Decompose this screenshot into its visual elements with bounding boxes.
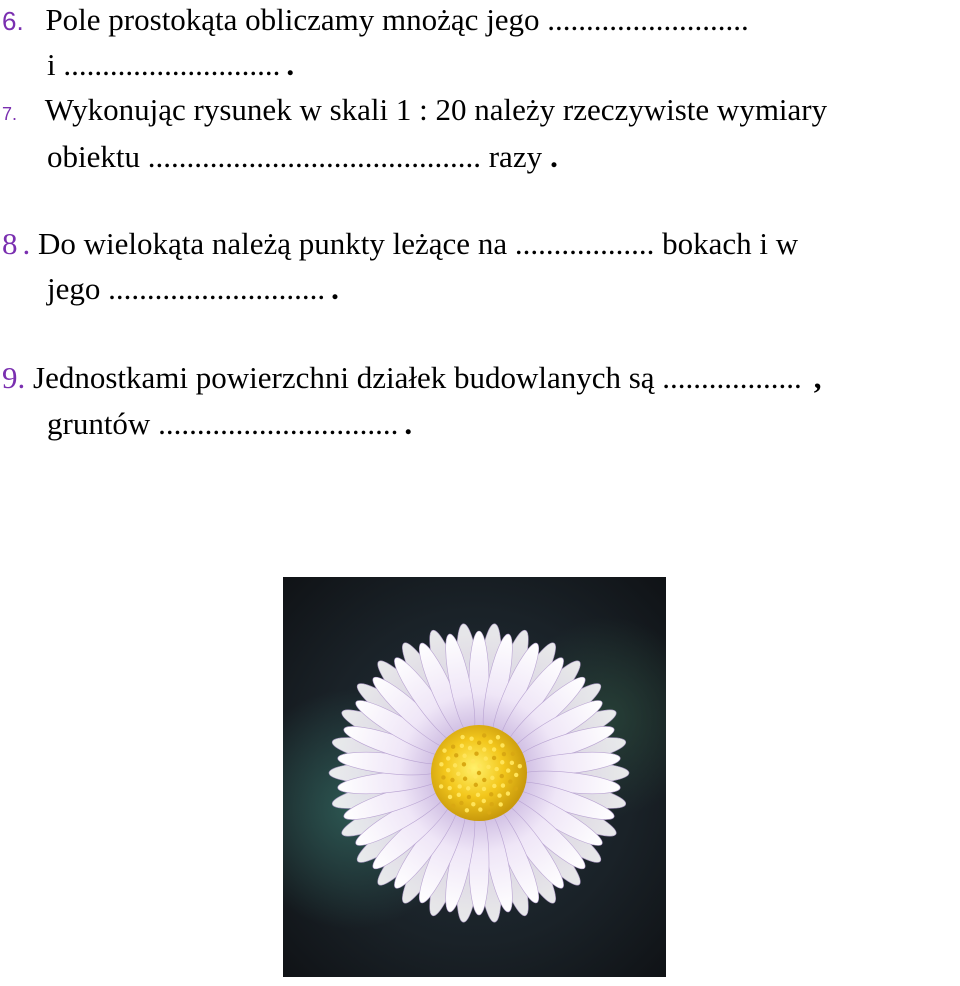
flower-center-dot — [482, 799, 486, 803]
flower-center-dot — [450, 778, 454, 782]
question-9-end-1: , — [813, 360, 822, 395]
flower-center-dot — [492, 756, 496, 760]
question-8-end: . — [331, 271, 339, 306]
flower-center-dot — [513, 786, 517, 790]
flower-center-dot — [487, 810, 491, 814]
question-7-text: Wykonując rysunek w skali 1 : 20 należy rzeczywiste wymiary — [44, 92, 828, 127]
flower-center-dot — [446, 768, 450, 772]
flower-center-dot — [500, 774, 504, 778]
question-8-line-2 — [47, 271, 339, 307]
question-7-blank: obiektu ........................................... razy — [47, 139, 543, 174]
flower-center-dot — [477, 741, 481, 745]
flower-center-dot — [448, 786, 452, 790]
flower-center-dot — [448, 795, 452, 799]
flower-center-dot — [462, 762, 466, 766]
flower-center-dot — [453, 763, 457, 767]
flower-center-dot — [496, 735, 500, 739]
question-7-number: 7. — [2, 104, 18, 124]
question-9-end-2: . — [404, 406, 413, 441]
flower-center-dot — [497, 793, 501, 797]
flower-center-dot — [469, 736, 473, 740]
flower-center-dot — [457, 793, 461, 797]
question-6-blank: i ............................ — [47, 47, 281, 82]
question-8-text: Do wielokąta należą punkty leżące na .................. bokach i w — [38, 226, 799, 261]
question-6-text: Pole prostokąta obliczamy mnożąc jego .......................... — [45, 2, 749, 37]
flower-center-dot — [463, 777, 467, 781]
flower-center-dot — [506, 791, 510, 795]
question-7-end: . — [550, 139, 558, 174]
flower-center-dot — [441, 775, 445, 779]
flower-center-dot — [494, 767, 498, 771]
question-8-number: 8 — [2, 226, 18, 261]
flower-center-dot — [514, 773, 518, 777]
flower-center-dot — [471, 759, 475, 763]
flower-center-dot — [478, 807, 482, 811]
flower-center-dot — [482, 733, 486, 737]
question-9-line-2 — [47, 406, 412, 442]
question-8-number-suffix: . — [22, 226, 31, 261]
flower-center-dot — [457, 784, 461, 788]
flower-center-dot — [490, 776, 494, 780]
flower-center-dot — [460, 735, 464, 739]
flower-center-dot — [488, 740, 492, 744]
flower-center-dot — [460, 744, 464, 748]
question-9-line-1 — [0, 360, 822, 396]
question-6-line-2 — [47, 47, 294, 83]
flower-center-dot — [501, 783, 505, 787]
flower-center-dot — [492, 784, 496, 788]
daisy-flower-photo-icon — [283, 577, 666, 977]
flower-center-dot — [476, 793, 480, 797]
flower-center-dot — [500, 760, 504, 764]
flower-center-dot — [500, 743, 504, 747]
question-6-number: 6. — [2, 6, 24, 36]
flower-center-dot — [502, 752, 506, 756]
flower-center-dot — [454, 753, 458, 757]
flower-center-dot — [468, 746, 472, 750]
flower-center-dot — [477, 764, 481, 768]
flower-center-dot — [462, 754, 466, 758]
flower-center-dot — [471, 802, 475, 806]
flower-center-dot — [465, 808, 469, 812]
flower-center-dot — [467, 769, 471, 773]
flower-center-dot — [489, 792, 493, 796]
flower-center-dot — [477, 771, 481, 775]
flower-center-dot — [451, 745, 455, 749]
flower-center-dot — [456, 772, 460, 776]
flower-center-dot — [490, 802, 494, 806]
question-6-end: . — [286, 47, 295, 82]
question-6-line-1 — [0, 2, 749, 39]
flower-center-dot — [518, 764, 522, 768]
daisy-flower-svg — [283, 577, 666, 977]
question-9-number: 9. — [2, 360, 26, 395]
flower-center-dot — [510, 761, 514, 765]
flower-center-dot — [498, 802, 502, 806]
flower-center-dot — [459, 801, 463, 805]
flower-center-dot — [482, 747, 486, 751]
flower-center-dot — [439, 762, 443, 766]
question-8-blank: jego ............................ — [47, 271, 326, 306]
flower-center-dot — [466, 786, 470, 790]
flower-center-dot — [486, 765, 490, 769]
flower-center-dot — [467, 795, 471, 799]
flower-center-dot — [474, 752, 478, 756]
flower-center-dot — [482, 778, 486, 782]
flower-center-dot — [446, 756, 450, 760]
question-9-text: Jednostkami powierzchni działek budowlanych są .................. — [33, 360, 802, 395]
flower-center-dot — [492, 747, 496, 751]
flower-center-dot — [508, 779, 512, 783]
flower-center-dot — [506, 768, 510, 772]
flower-center-dot — [482, 787, 486, 791]
flower-center-dot — [451, 804, 455, 808]
question-9-blank: gruntów ............................... — [47, 406, 399, 441]
flower-center-dot — [474, 783, 478, 787]
flower-center-dot — [511, 752, 515, 756]
flower-center-dot — [473, 774, 477, 778]
question-7-line-1 — [0, 92, 827, 132]
question-7-line-2 — [47, 139, 558, 175]
question-8-line-1 — [0, 226, 798, 262]
flower-center-dot — [442, 748, 446, 752]
flower-center-dot — [439, 784, 443, 788]
flower-center-dot — [484, 756, 488, 760]
